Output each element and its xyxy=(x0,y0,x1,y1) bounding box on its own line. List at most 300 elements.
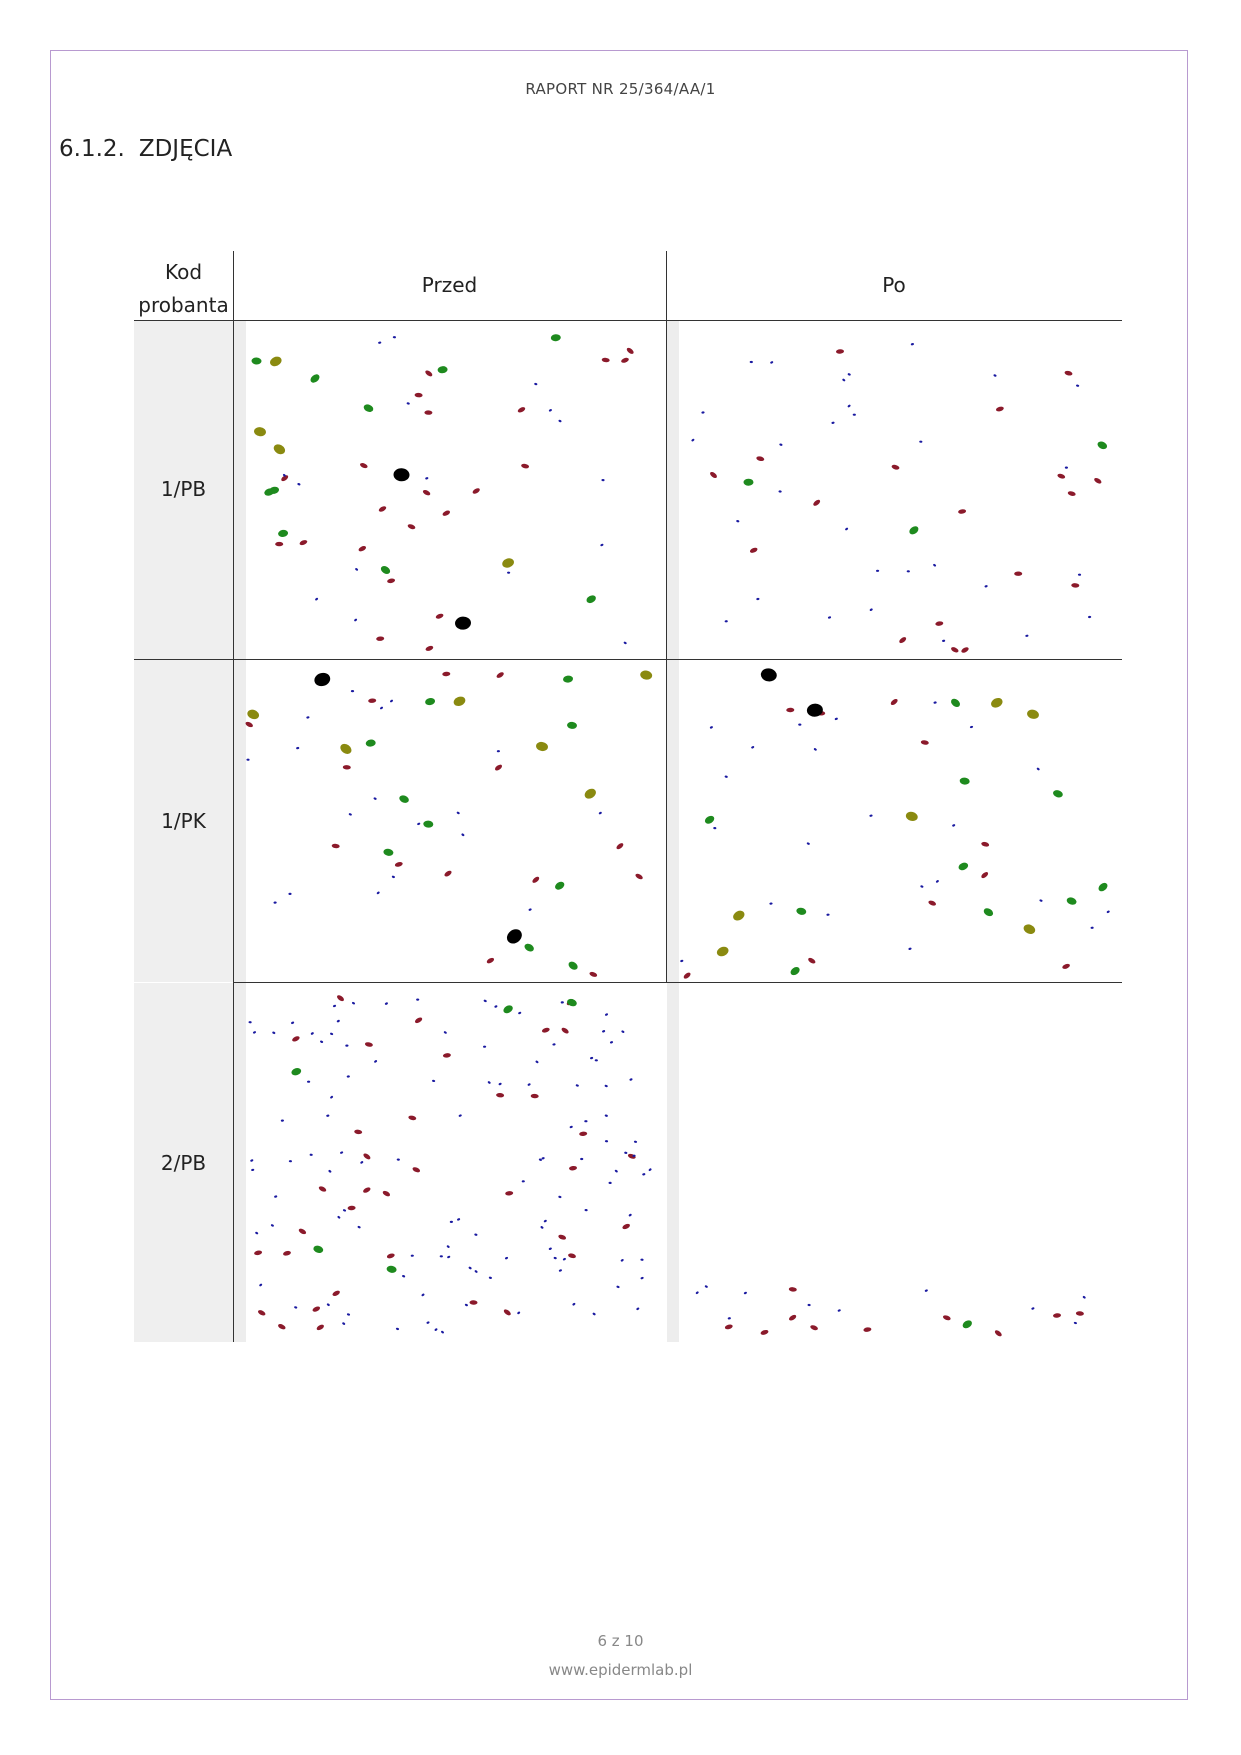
skin-spot xyxy=(980,871,989,879)
skin-spot xyxy=(396,1327,400,1330)
skin-spot xyxy=(253,1031,257,1034)
skin-spot xyxy=(268,355,283,368)
skin-spot xyxy=(320,1040,324,1043)
skin-spot xyxy=(836,349,844,354)
skin-spot xyxy=(604,1084,608,1087)
skin-spot xyxy=(443,1053,451,1058)
skin-spot xyxy=(905,811,919,823)
skin-spot xyxy=(417,822,421,825)
skin-spot xyxy=(394,861,403,867)
skin-spot xyxy=(548,1247,552,1250)
skin-spot xyxy=(326,1303,330,1307)
skin-spot xyxy=(273,901,276,904)
skin-spot xyxy=(297,483,301,486)
skin-spot xyxy=(393,468,410,482)
skin-spot xyxy=(615,842,624,850)
skin-spot xyxy=(496,1093,504,1098)
skin-spot xyxy=(357,1225,361,1228)
skin-spot xyxy=(251,1168,255,1171)
skin-spot xyxy=(345,1044,348,1046)
skin-spot xyxy=(483,1046,486,1048)
skin-spot xyxy=(935,621,944,626)
skin-spot xyxy=(548,409,552,412)
skin-spot xyxy=(541,1027,550,1034)
skin-spot xyxy=(494,764,503,772)
skin-spot xyxy=(1062,963,1071,970)
skin-spot xyxy=(750,361,753,363)
skin-spot xyxy=(950,646,959,653)
skin-spot xyxy=(928,900,937,907)
skin-spot xyxy=(600,543,604,546)
skin-spot xyxy=(408,1115,417,1121)
skin-spot xyxy=(360,1161,364,1165)
skin-spot xyxy=(604,1114,608,1117)
skin-spot xyxy=(553,1257,557,1260)
skin-spot xyxy=(605,1140,609,1143)
skin-spot xyxy=(584,1209,587,1212)
skin-spot xyxy=(621,1030,625,1034)
skin-spot xyxy=(407,523,416,530)
skin-spot xyxy=(1057,473,1066,480)
skin-spot xyxy=(847,404,851,408)
skin-spot xyxy=(995,406,1004,412)
skin-spot xyxy=(343,765,351,770)
grid-line-vertical-2 xyxy=(666,251,667,982)
skin-spot xyxy=(474,1270,478,1274)
skin-spot xyxy=(352,1001,356,1004)
skin-spot xyxy=(543,1219,547,1223)
skin-spot xyxy=(898,636,907,644)
skin-spot xyxy=(312,1305,321,1312)
skin-spot xyxy=(251,357,261,365)
skin-spot xyxy=(751,746,755,749)
skin-spot xyxy=(626,347,635,355)
skin-spot xyxy=(486,957,495,965)
skin-spot xyxy=(1053,1313,1061,1318)
skin-spot xyxy=(437,366,448,374)
skin-spot xyxy=(517,1311,521,1315)
skin-spot xyxy=(393,336,396,339)
skin-spot xyxy=(614,1169,618,1173)
skin-spot xyxy=(290,1067,302,1077)
skin-spot xyxy=(756,456,765,462)
skin-spot xyxy=(502,1004,514,1015)
skin-spot xyxy=(724,1324,733,1330)
skin-spot xyxy=(503,1308,512,1316)
skin-spot xyxy=(731,909,746,923)
skin-spot xyxy=(561,1001,564,1004)
skin-spot xyxy=(535,1060,539,1064)
skin-spot xyxy=(351,690,354,692)
skin-spot xyxy=(831,421,835,424)
skin-spot xyxy=(1025,635,1028,638)
skin-spot xyxy=(423,820,433,828)
skin-spot xyxy=(595,1059,598,1061)
skin-spot xyxy=(558,419,562,422)
skin-spot xyxy=(336,994,345,1002)
skin-spot xyxy=(386,1265,397,1274)
grid-line-row1 xyxy=(134,659,1122,660)
skin-spot xyxy=(788,1314,797,1322)
skin-spot xyxy=(390,699,394,703)
skin-spot xyxy=(743,479,753,486)
skin-spot xyxy=(1031,1307,1035,1310)
row-code-3: 2/PB xyxy=(160,1151,207,1175)
skin-spot xyxy=(994,1329,1003,1337)
skin-spot xyxy=(648,1168,652,1172)
skin-spot xyxy=(387,578,396,584)
skin-spot xyxy=(585,594,597,605)
skin-spot xyxy=(828,616,832,619)
skin-spot xyxy=(583,787,598,801)
skin-spot xyxy=(432,1080,436,1083)
report-number: RAPORT NR 25/364/AA/1 xyxy=(525,80,716,98)
skin-spot xyxy=(289,1160,292,1162)
skin-spot xyxy=(443,1031,447,1035)
skin-spot xyxy=(869,814,873,817)
skin-spot xyxy=(416,998,419,1000)
skin-spot xyxy=(724,775,728,778)
skin-spot xyxy=(259,1283,263,1287)
skin-spot xyxy=(368,698,376,703)
skin-spot xyxy=(540,1226,544,1230)
skin-spot xyxy=(704,1285,708,1289)
skin-spot xyxy=(580,1158,583,1161)
skin-spot xyxy=(567,960,579,971)
skin-spot xyxy=(309,373,321,385)
skin-spot xyxy=(1082,1295,1086,1299)
grid-line-header xyxy=(134,320,1122,321)
skin-spot xyxy=(608,1182,611,1184)
skin-spot xyxy=(845,527,849,531)
skin-spot xyxy=(521,463,530,469)
skin-spot xyxy=(296,747,300,750)
skin-spot xyxy=(246,708,260,721)
skin-spot xyxy=(1067,490,1076,496)
skin-spot xyxy=(342,1322,346,1326)
skin-spot xyxy=(760,667,778,683)
header-after: Po xyxy=(882,273,906,297)
skin-spot xyxy=(487,1081,491,1085)
skin-spot xyxy=(272,1031,276,1034)
skin-spot xyxy=(1090,926,1093,929)
skin-spot xyxy=(1065,466,1068,468)
skin-spot xyxy=(442,672,450,677)
skin-spot xyxy=(1036,767,1040,771)
skin-spot xyxy=(392,875,396,878)
skin-spot xyxy=(298,1228,307,1236)
skin-spot xyxy=(306,716,310,719)
skin-spot xyxy=(424,410,432,415)
skin-spot xyxy=(472,487,481,495)
section-title: ZDJĘCIA xyxy=(138,136,233,162)
grid-line-row2 xyxy=(233,982,1122,983)
skin-spot xyxy=(402,1275,406,1278)
row-code-2: 1/PK xyxy=(161,809,206,833)
skin-spot xyxy=(336,1019,340,1022)
skin-spot xyxy=(813,748,817,752)
skin-spot xyxy=(567,721,578,729)
skin-spot xyxy=(518,1011,522,1014)
skin-spot xyxy=(425,645,434,652)
skin-spot xyxy=(498,1082,502,1085)
skin-spot xyxy=(778,490,782,493)
row-code-1: 1/PB xyxy=(160,477,207,501)
skin-spot xyxy=(563,675,574,683)
skin-spot xyxy=(869,608,873,612)
skin-spot xyxy=(527,1083,531,1087)
skin-spot xyxy=(312,1244,324,1254)
skin-spot xyxy=(253,426,266,437)
skin-spot xyxy=(330,1095,334,1099)
skin-spot xyxy=(960,646,969,654)
skin-spot xyxy=(328,1169,332,1173)
photo-2pb-before xyxy=(234,983,665,1342)
skin-spot xyxy=(246,758,249,760)
skin-spot xyxy=(363,403,375,413)
skin-spot xyxy=(779,443,783,446)
skin-spot xyxy=(584,1120,587,1122)
skin-spot xyxy=(796,907,807,916)
skin-spot xyxy=(709,471,718,479)
skin-spot xyxy=(541,1157,545,1160)
skin-spot xyxy=(255,1231,259,1235)
skin-spot xyxy=(1026,708,1040,720)
skin-spot xyxy=(380,706,384,710)
skin-spot xyxy=(422,489,431,497)
skin-spot xyxy=(890,698,899,706)
skin-spot xyxy=(424,369,433,377)
header-code xyxy=(134,256,233,322)
skin-spot xyxy=(949,697,961,709)
skin-spot xyxy=(531,876,540,884)
skin-spot xyxy=(558,1234,567,1241)
skin-spot xyxy=(826,913,830,916)
skin-spot xyxy=(959,777,970,785)
skin-spot xyxy=(911,343,915,346)
skin-spot xyxy=(620,357,629,364)
skin-spot xyxy=(294,1306,298,1309)
skin-spot xyxy=(789,1287,797,1292)
skin-spot xyxy=(1106,910,1110,914)
skin-spot xyxy=(628,1213,632,1217)
skin-spot xyxy=(531,1094,539,1099)
skin-spot xyxy=(469,1300,477,1305)
section-number: 6.1.2. xyxy=(59,136,125,162)
skin-spot xyxy=(489,1276,493,1279)
page-number: 6 z 10 xyxy=(597,1632,644,1650)
skin-spot xyxy=(378,505,387,513)
skin-spot xyxy=(695,1291,699,1295)
footer-website: www.epidermlab.pl xyxy=(548,1661,693,1679)
skin-spot xyxy=(517,406,526,414)
skin-spot xyxy=(842,378,846,382)
skin-spot xyxy=(446,1245,450,1249)
skin-spot xyxy=(270,1224,274,1228)
skin-spot xyxy=(318,1185,327,1193)
skin-spot xyxy=(398,794,410,804)
skin-spot xyxy=(331,843,339,848)
skin-spot xyxy=(575,1084,579,1087)
skin-spot xyxy=(605,1013,609,1017)
skin-spot xyxy=(1074,1322,1078,1325)
skin-spot xyxy=(579,1131,587,1136)
skin-spot xyxy=(602,1030,606,1033)
skin-spot xyxy=(924,1289,928,1292)
skin-spot xyxy=(812,499,821,507)
skin-spot xyxy=(507,571,510,573)
skin-spot xyxy=(908,525,920,537)
skin-spot xyxy=(358,545,367,552)
photo-1pb-before xyxy=(234,321,665,659)
skin-spot xyxy=(1078,573,1081,575)
skin-spot xyxy=(863,1327,872,1333)
skin-spot xyxy=(640,670,653,681)
skin-spot xyxy=(501,557,515,569)
grid-line-vertical-1 xyxy=(233,251,234,1342)
skin-spot xyxy=(933,563,937,567)
skin-spot xyxy=(376,636,384,641)
skin-spot xyxy=(610,1041,614,1044)
skin-spot xyxy=(1096,440,1108,451)
skin-spot xyxy=(601,357,609,362)
skin-spot xyxy=(683,971,692,979)
skin-spot xyxy=(397,1158,400,1161)
skin-spot xyxy=(958,509,967,515)
skin-spot xyxy=(601,479,604,482)
skin-spot xyxy=(283,1250,292,1256)
skin-spot xyxy=(572,1302,576,1306)
skin-spot xyxy=(497,750,500,752)
skin-spot xyxy=(919,440,922,442)
skin-spot xyxy=(337,1215,341,1219)
skin-spot xyxy=(483,999,487,1002)
skin-spot xyxy=(629,1078,633,1081)
skin-spot xyxy=(789,965,801,976)
skin-spot xyxy=(505,1191,513,1196)
skin-spot xyxy=(701,411,705,414)
skin-spot xyxy=(635,873,644,881)
skin-spot xyxy=(921,740,930,746)
skin-spot xyxy=(535,741,548,752)
skin-spot xyxy=(715,945,730,958)
photo-1pb-after xyxy=(667,321,1122,659)
skin-spot xyxy=(378,341,382,344)
skin-spot xyxy=(640,1277,644,1280)
skin-spot xyxy=(952,824,956,827)
skin-spot xyxy=(942,1314,951,1321)
skin-spot xyxy=(272,442,287,456)
skin-spot xyxy=(589,971,598,978)
skin-spot xyxy=(709,726,713,729)
skin-spot xyxy=(552,1043,556,1046)
header-code-line1: Kod xyxy=(164,260,203,284)
skin-spot xyxy=(425,697,436,706)
skin-spot xyxy=(1088,616,1092,619)
skin-spot xyxy=(1097,881,1109,893)
skin-spot xyxy=(961,1319,973,1330)
skin-spot xyxy=(558,1195,562,1198)
skin-spot xyxy=(1039,899,1043,902)
skin-spot xyxy=(957,861,969,871)
skin-spot xyxy=(981,841,990,847)
skin-spot xyxy=(807,957,816,965)
skin-spot xyxy=(250,1159,254,1162)
skin-spot xyxy=(447,1255,451,1258)
skin-spot xyxy=(1064,370,1073,376)
skin-spot xyxy=(622,1223,631,1230)
skin-spot xyxy=(749,547,758,554)
skin-spot xyxy=(340,1151,344,1154)
skin-spot xyxy=(933,701,937,704)
skin-spot xyxy=(347,1075,351,1078)
skin-spot xyxy=(568,1253,577,1259)
skin-spot xyxy=(355,568,359,572)
skin-spot xyxy=(412,1166,421,1173)
skin-spot xyxy=(365,739,376,747)
skin-spot xyxy=(620,1259,624,1263)
skin-spot xyxy=(450,1221,453,1223)
skin-spot xyxy=(425,477,429,480)
skin-spot xyxy=(313,671,332,688)
skin-spot xyxy=(362,1186,371,1194)
skin-spot xyxy=(989,696,1004,709)
skin-spot xyxy=(970,726,974,729)
skin-spot xyxy=(435,613,444,620)
skin-spot xyxy=(993,374,997,377)
skin-spot xyxy=(382,1190,391,1198)
skin-spot xyxy=(452,695,466,708)
skin-spot xyxy=(636,1307,640,1311)
skin-spot xyxy=(315,597,319,601)
skin-spot xyxy=(384,1002,388,1005)
skin-spot xyxy=(1022,923,1037,936)
skin-spot xyxy=(853,414,856,416)
skin-spot xyxy=(1093,477,1102,485)
skin-spot xyxy=(406,402,410,405)
skin-spot xyxy=(494,1005,498,1008)
skin-spot xyxy=(551,334,561,342)
skin-spot xyxy=(728,1317,732,1320)
skin-spot xyxy=(522,1180,525,1182)
skin-spot xyxy=(376,891,380,895)
skin-spot xyxy=(528,908,532,911)
skin-spot xyxy=(414,393,422,398)
skin-spot xyxy=(278,529,289,537)
skin-spot xyxy=(876,570,879,572)
skin-spot xyxy=(411,1255,414,1257)
skin-spot xyxy=(274,1195,278,1198)
skin-spot xyxy=(891,464,900,470)
skin-spot xyxy=(288,893,291,895)
skin-spot xyxy=(834,717,838,720)
photo-1pk-after xyxy=(667,660,1122,982)
skin-spot xyxy=(566,998,578,1008)
skin-spot xyxy=(426,1321,430,1324)
skin-spot xyxy=(468,1266,472,1270)
skin-spot xyxy=(680,959,684,962)
skin-spot xyxy=(383,848,394,857)
skin-spot xyxy=(441,1330,445,1334)
skin-spot xyxy=(291,1035,300,1042)
skin-spot xyxy=(736,520,740,523)
skin-spot xyxy=(362,1152,371,1160)
skin-spot xyxy=(347,1313,351,1316)
skin-spot xyxy=(769,902,773,905)
header-before: Przed xyxy=(421,273,478,297)
skin-spot xyxy=(743,1291,747,1294)
skin-spot xyxy=(434,1328,438,1332)
